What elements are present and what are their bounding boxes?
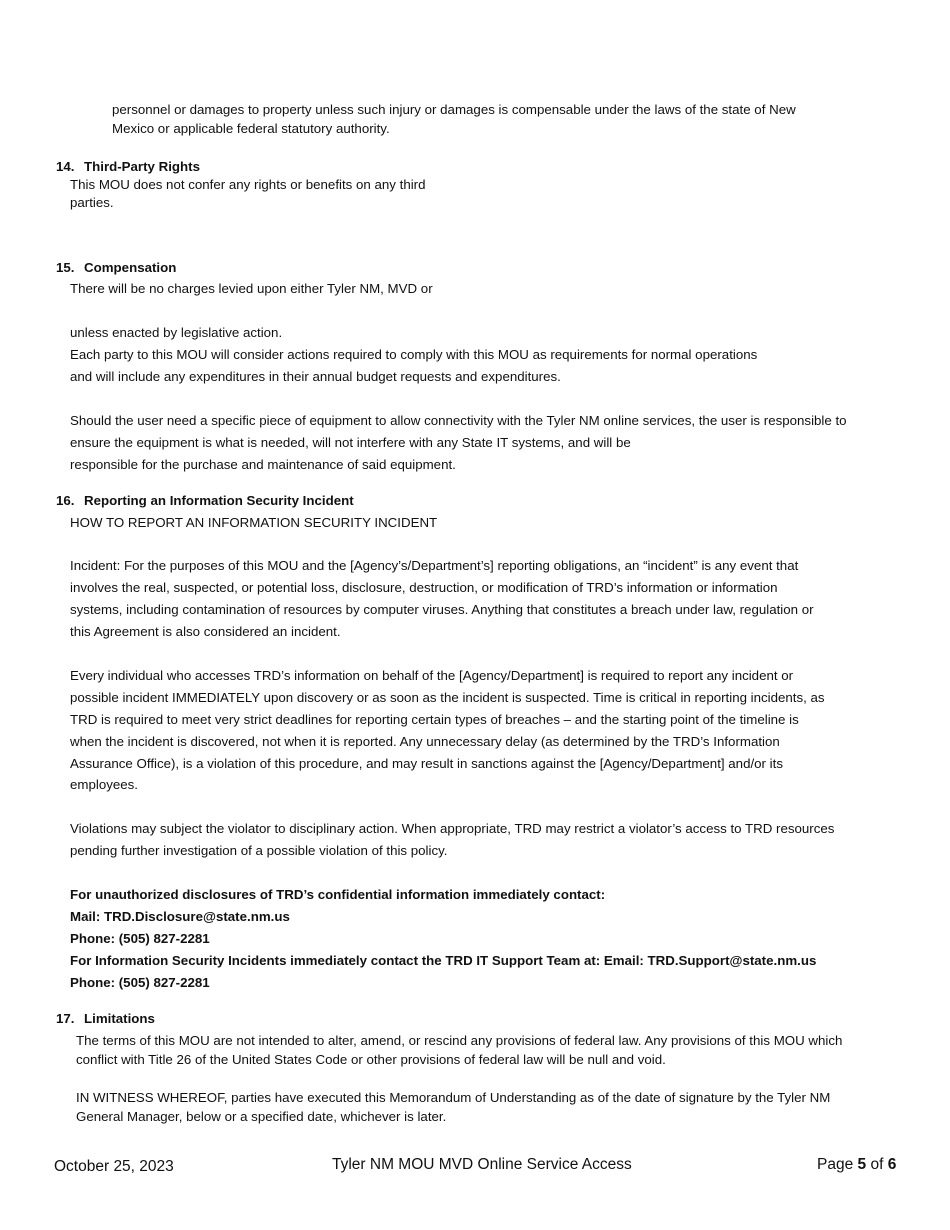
section-heading-16 — [56, 493, 354, 508]
section-text-line: This MOU does not confer any rights or benefits on any third — [70, 177, 426, 192]
section-text-line: General Manager, below or a specified date, whichever is later. — [76, 1109, 447, 1124]
section-title: Reporting an Information Security Incident — [84, 493, 354, 508]
footer-title: Tyler NM MOU MVD Online Service Access — [332, 1156, 632, 1173]
section-text-line: systems, including contamination of resources by computer viruses. Anything that constitutes a breach under law, regulation or — [70, 602, 814, 617]
section-text-line: The terms of this MOU are not intended to alter, amend, or rescind any provisions of federal law. Any provisions of this MOU which — [76, 1033, 843, 1048]
section-text-line: possible incident IMMEDIATELY upon discovery or as soon as the incident is suspected. Time is critical in reporting incidents, as — [70, 690, 825, 705]
section-number: 16. — [56, 493, 75, 508]
intro-line: personnel or damages to property unless such injury or damages is compensable under the laws of the state of New — [112, 102, 796, 117]
section-text-line: Should the user need a specific piece of equipment to allow connectivity with the Tyler NM online services, the user is responsible to — [70, 413, 847, 428]
section-text-line: Each party to this MOU will consider actions required to comply with this MOU as requirements for normal operations — [70, 347, 758, 362]
section-heading-17 — [56, 1011, 155, 1026]
page-total: 6 — [887, 1156, 897, 1173]
section-text-line: when the incident is discovered, not when it is reported. Any unnecessary delay (as determined by the TRD’s Information — [70, 734, 780, 749]
section-title: Third-Party Rights — [84, 159, 200, 174]
section-number: 17. — [56, 1011, 75, 1026]
section-text-line: unless enacted by legislative action. — [70, 325, 283, 340]
section-heading-14 — [56, 159, 200, 174]
section-text-line: conflict with Title 26 of the United States Code or other provisions of federal law will be null and void. — [76, 1052, 666, 1067]
section-text-line: There will be no charges levied upon either Tyler NM, MVD or — [70, 281, 433, 296]
contact-phone: Phone: (505) 827-2281 — [70, 975, 210, 990]
section-number: 15. — [56, 260, 75, 275]
section-text-line: parties. — [70, 195, 114, 210]
section-text-line: Every individual who accesses TRD’s information on behalf of the [Agency/Department] is required to report any incident or — [70, 668, 794, 683]
section-text-line: HOW TO REPORT AN INFORMATION SECURITY INCIDENT — [70, 515, 438, 530]
footer-page-number — [817, 1156, 896, 1174]
section-text-line: Incident: For the purposes of this MOU and the [Agency’s/Department’s] reporting obligations, an “incident” is any event that — [70, 558, 799, 573]
section-title: Compensation — [84, 260, 177, 275]
section-text-line: ensure the equipment is what is needed, will not interfere with any State IT systems, and will be — [70, 435, 631, 450]
contact-support-line: For Information Security Incidents immediately contact the TRD IT Support Team at: Email: TRD.Support@state.nm.us — [70, 953, 817, 968]
page-of: of — [866, 1156, 888, 1173]
contact-heading: For unauthorized disclosures of TRD’s confidential information immediately contact: — [70, 887, 606, 902]
section-title: Limitations — [84, 1011, 155, 1026]
page-current: 5 — [857, 1156, 867, 1173]
section-text-line: Assurance Office), is a violation of this procedure, and may result in sanctions against the [Agency/Department] and/or its — [70, 756, 783, 771]
section-heading-15 — [56, 260, 176, 275]
section-text-line: this Agreement is also considered an incident. — [70, 624, 341, 639]
contact-email-disclosure: Mail: TRD.Disclosure@state.nm.us — [70, 909, 290, 924]
section-text-line: pending further investigation of a possible violation of this policy. — [70, 843, 448, 858]
section-text-line: and will include any expenditures in their annual budget requests and expenditures. — [70, 369, 561, 384]
section-text-line: employees. — [70, 777, 138, 792]
section-number: 14. — [56, 159, 75, 174]
footer-date: October 25, 2023 — [54, 1158, 174, 1175]
section-text-line: IN WITNESS WHEREOF, parties have executed this Memorandum of Understanding as of the date of signature by the Tyler NM — [76, 1090, 831, 1105]
section-text-line: involves the real, suspected, or potential loss, disclosure, destruction, or modification of TRD’s information or information — [70, 580, 778, 595]
page-prefix: Page — [817, 1156, 858, 1173]
intro-line: Mexico or applicable federal statutory authority. — [112, 121, 390, 136]
contact-phone: Phone: (505) 827-2281 — [70, 931, 210, 946]
section-text-line: TRD is required to meet very strict deadlines for reporting certain types of breaches – and the starting point of the timeline is — [70, 712, 799, 727]
section-text-line: Violations may subject the violator to disciplinary action. When appropriate, TRD may restrict a violator’s access to TRD resources — [70, 821, 835, 836]
section-text-line: responsible for the purchase and maintenance of said equipment. — [70, 457, 456, 472]
